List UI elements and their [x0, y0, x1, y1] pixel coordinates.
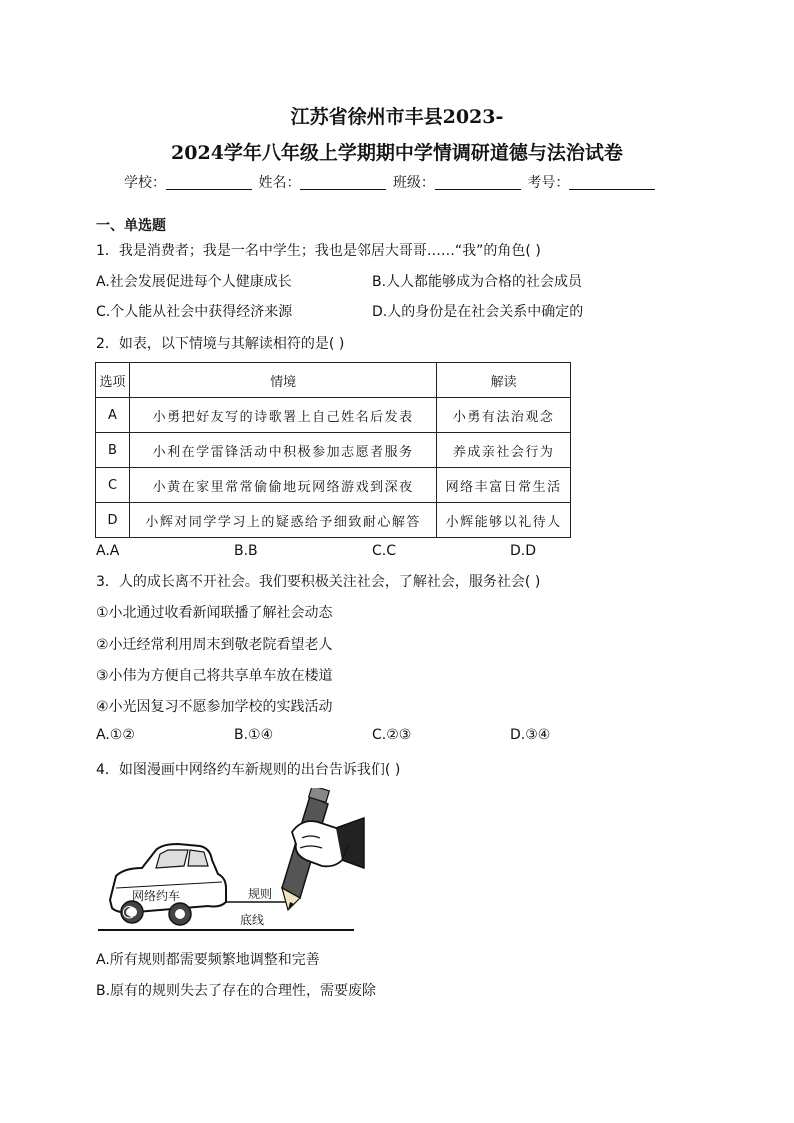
q2-option-d: D.D [510, 543, 537, 559]
table-header-cell: 解读 [437, 363, 571, 398]
q3-statement-4: ④小光因复习不愿参加学校的实践活动 [96, 699, 333, 715]
table-cell: 小勇把好友写的诗歌署上自己姓名后发表 [129, 398, 436, 433]
table-header-row [96, 363, 571, 398]
q3-statement-3: ③小伟为方便自己将共享单车放在楼道 [96, 668, 333, 684]
q2-table [95, 362, 571, 538]
table-row [96, 398, 571, 433]
q3-option-a: A.①② [96, 727, 135, 743]
class-label: 班级： [392, 175, 435, 191]
table-cell: D [96, 503, 130, 538]
q3-option-b: B.①④ [234, 727, 274, 743]
q3-stem: 3．人的成长离不开社会。我们要积极关注社会，了解社会，服务社会( ) [96, 574, 541, 590]
name-blank [300, 175, 386, 190]
table-cell: B [96, 433, 130, 468]
table-cell: C [96, 468, 130, 503]
svg-text:@: @ [122, 904, 136, 920]
baseline-label: 底线 [240, 913, 265, 927]
school-blank [166, 175, 252, 190]
table-cell: 小黄在家里常常偷偷地玩网络游戏到深夜 [129, 468, 436, 503]
class-blank [435, 175, 521, 190]
student-info-row [124, 172, 657, 192]
q1-option-c: C.个人能从社会中获得经济来源 [96, 304, 293, 320]
q2-stem: 2．如表，以下情境与其解读相符的是( ) [96, 336, 345, 352]
table-header-cell: 选项 [96, 363, 130, 398]
cartoon-illustration [96, 788, 366, 933]
rule-label: 规则 [248, 887, 273, 901]
q3-option-c: C.②③ [372, 727, 412, 743]
q2-option-a: A.A [96, 543, 120, 559]
number-label: 考号： [527, 175, 570, 191]
name-label: 姓名： [258, 175, 301, 191]
q4-option-b: B.原有的规则失去了存在的合理性，需要废除 [96, 983, 377, 999]
table-header-cell: 情境 [129, 363, 436, 398]
table-row [96, 503, 571, 538]
q1-option-b: B.人人都能够成为合格的社会成员 [372, 274, 583, 290]
q1-option-d: D.人的身份是在社会关系中确定的 [372, 304, 584, 320]
table-cell: 小辉对同学学习上的疑惑给予细致耐心解答 [129, 503, 436, 538]
q3-option-d: D.③④ [510, 727, 551, 743]
title-line-1: 江苏省徐州市丰县2023- [290, 106, 504, 128]
table-cell: 小勇有法治观念 [437, 398, 571, 433]
title-line-2: 2024学年八年级上学期期中学情调研道德与法治试卷 [171, 142, 623, 164]
table-row [96, 468, 571, 503]
table-cell: 养成亲社会行为 [437, 433, 571, 468]
q1-stem: 1．我是消费者；我是一名中学生；我也是邻居大哥哥……“我”的角色( ) [96, 243, 541, 259]
q4-stem: 4．如图漫画中网络约车新规则的出台告诉我们( ) [96, 762, 401, 778]
table-cell: 网络丰富日常生活 [437, 468, 571, 503]
table-cell: 小利在学雷锋活动中积极参加志愿者服务 [129, 433, 436, 468]
q4-option-a: A.所有规则都需要频繁地调整和完善 [96, 952, 320, 968]
q3-statement-2: ②小迁经常利用周末到敬老院看望老人 [96, 637, 333, 653]
section-heading: 一、单选题 [96, 218, 166, 234]
car-icon [110, 844, 226, 925]
q2-option-b: B.B [234, 543, 258, 559]
table-row [96, 433, 571, 468]
table-cell: A [96, 398, 130, 433]
q2-option-c: C.C [372, 543, 397, 559]
q3-statement-1: ①小北通过收看新闻联播了解社会动态 [96, 605, 333, 621]
number-blank [569, 175, 655, 190]
school-label: 学校： [124, 175, 166, 191]
car-label: 网络约车 [132, 889, 181, 903]
q1-option-a: A.社会发展促进每个人健康成长 [96, 274, 292, 290]
table-cell: 小辉能够以礼待人 [437, 503, 571, 538]
